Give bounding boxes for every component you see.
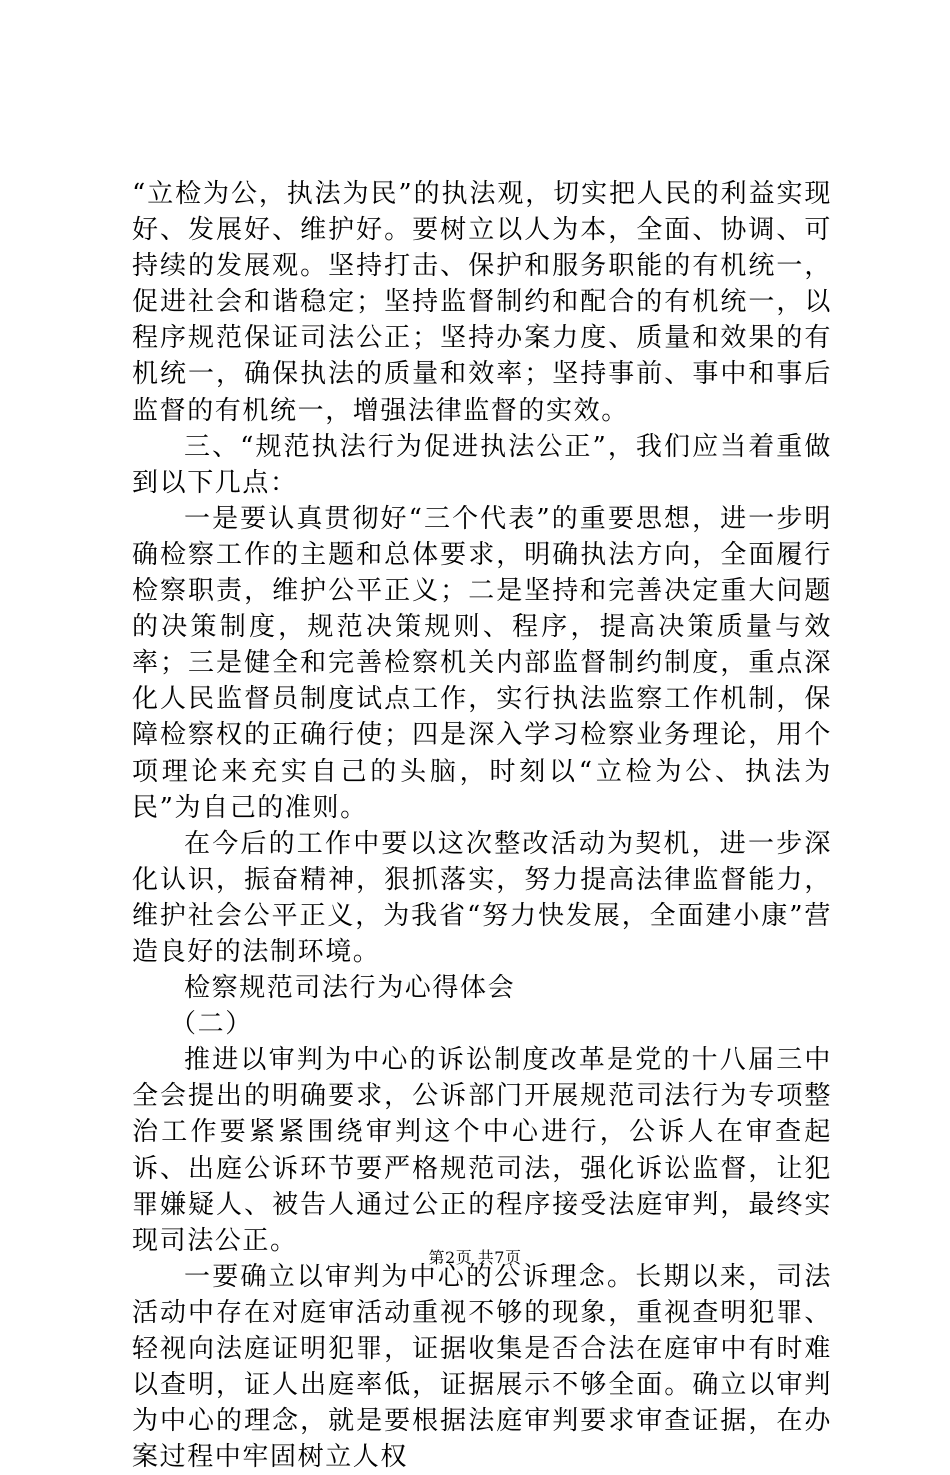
paragraph-first-point: 一要确立以审判为中心的公诉理念。长期以来，司法活动中存在对庭审活动重视不够的现象，重视查明犯罪、轻视向法庭证明犯罪，证据收集是否合法在庭审中有时难以查明，证人出庭率低，证据展示不够全面。确立以审判为中心的理念，就是要根据法庭审判要求审查证据，在办案过程中牢固树立人权 [132,1261,832,1473]
paragraph-intro: 推进以审判为中心的诉讼制度改革是党的十八届三中全会提出的明确要求，公诉部门开展规范司法行为专项整治工作要紧紧围绕审判这个中心进行，公诉人在审查起诉、出庭公诉环节要严格规范司法，强化诉讼监督，让犯罪嫌疑人、被告人通过公正的程序接受法庭审判，最终实现司法公正。 [132,1045,832,1256]
paragraph-conclusion: 在今后的工作中要以这次整改活动为契机，进一步深化认识，振奋精神，狠抓落实，努力提高法律监督能力，维护社会公平正义，为我省“努力快发展，全面建小康”营造良好的法制环境。 [132,828,832,967]
article-title: 检察规范司法行为心得体会 [184,973,516,1004]
document-body [132,176,832,1475]
paragraph-continuation: “立检为公，执法为民”的执法观，切实把人民的利益实现好、发展好、维护好。要树立以人为本，全面、协调、可持续的发展观。坚持打击、保护和服务职能的有机统一，促进社会和谐稳定；坚持监督制约和配合的有机统一，以程序规范保证司法公正；坚持办案力度、质量和效果的有机统一，确保执法的质量和效率；坚持事前、事中和事后监督的有机统一，增强法律监督的实效。 [132,179,832,426]
page-footer: 第2页 共7页 [428,1248,522,1267]
paragraph-points: 一是要认真贯彻好“三个代表”的重要思想，进一步明确检察工作的主题和总体要求，明确执法方向，全面履行检察职责，维护公平正义；二是坚持和完善决定重大问题的决策制度，规范决策规则、程序，提高决策质量与效率；三是健全和完善检察机关内部监督制约制度，重点深化人民监督员制度试点工作，实行执法监察工作机制，保障检察权的正确行使；四是深入学习检察业务理论，用个项理论来充实自己的头脑，时刻以“立检为公、执法为民”为自己的准则。 [132,503,833,823]
paragraph-section-three: 三、“规范执法行为促进执法公正”，我们应当着重做到以下几点： [132,431,832,498]
article-subtitle: （二） [170,1009,253,1040]
